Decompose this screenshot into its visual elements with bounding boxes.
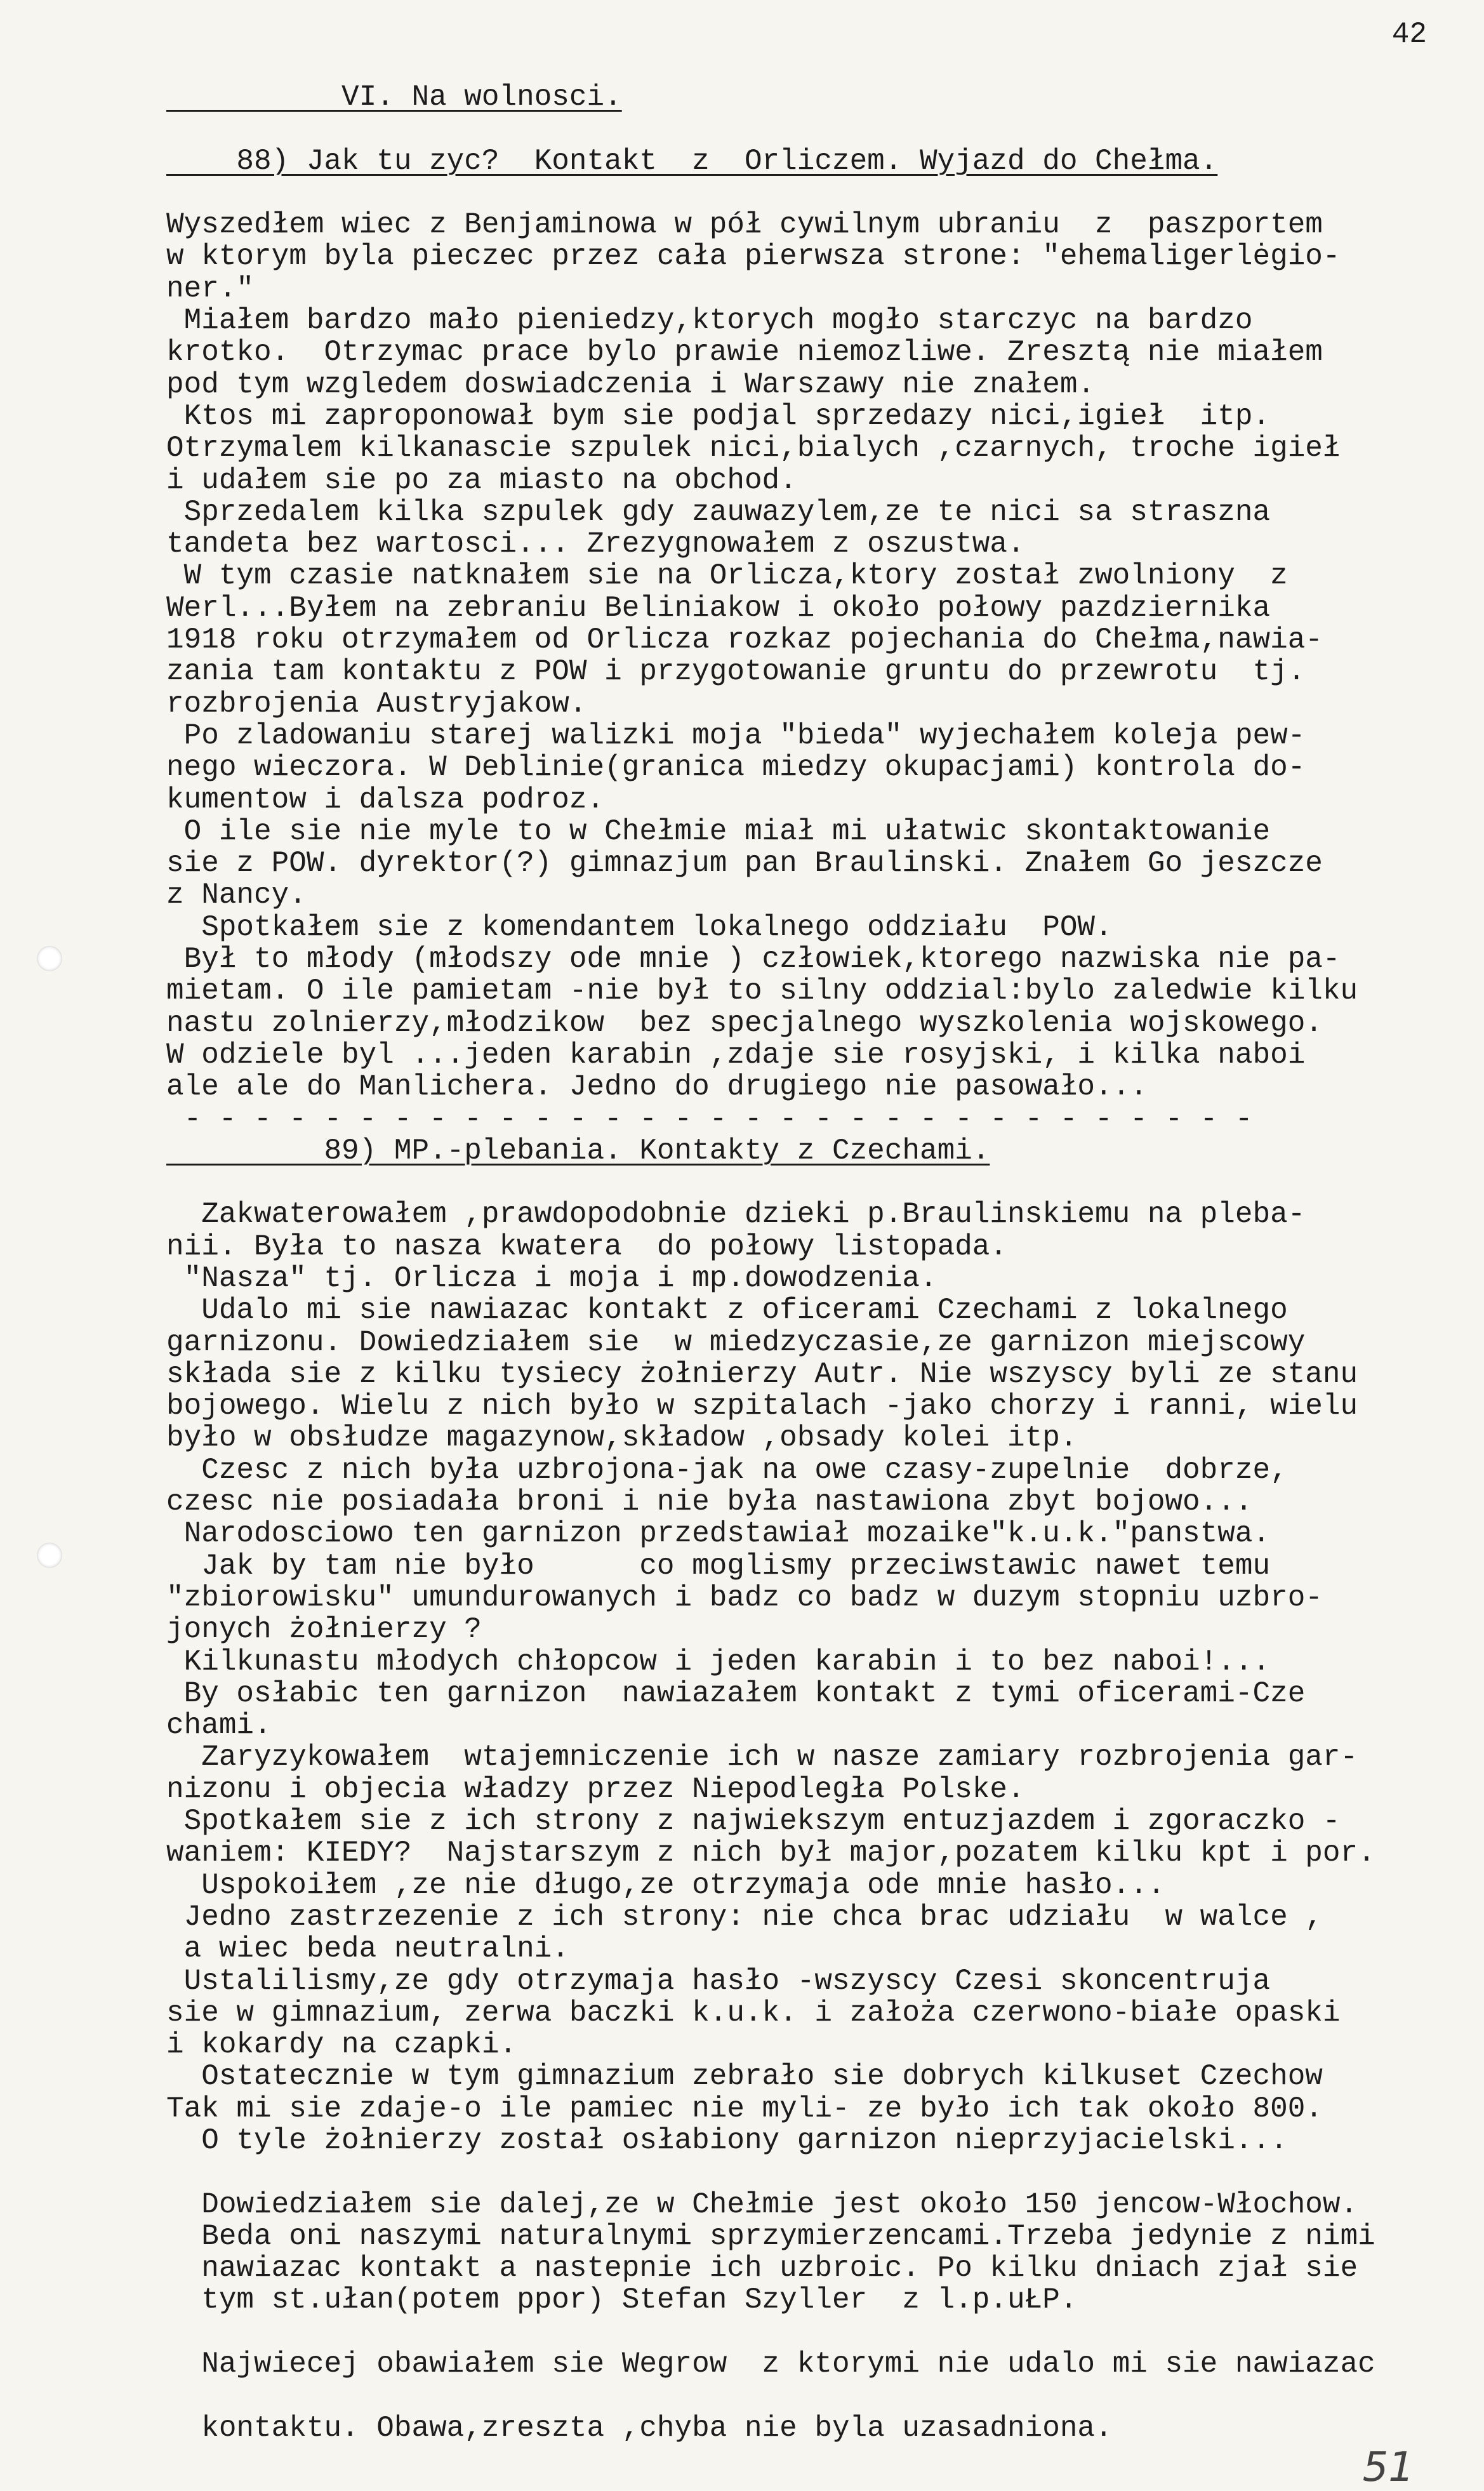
punch-hole: [37, 1543, 62, 1568]
text-line: Beda oni naszymi naturalnymi sprzymierzencami.Trzeba jedynie z nimi: [166, 2219, 1375, 2253]
text-line: ale ale do Manlichera. Jedno do drugiego nie pasowało...: [166, 1070, 1148, 1104]
text-line: Ktos mi zaproponował bym sie podjal sprzedazy nici,igieł itp.: [166, 399, 1271, 433]
text-line: Otrzymalem kilkanascie szpulek nici,bialych ,czarnych, troche igieł: [166, 432, 1341, 465]
text-line: [166, 2316, 1461, 2348]
text-line: [166, 1167, 1461, 1199]
text-line: Uspokoiłem ,ze nie długo,ze otrzymaja ode mnie hasło...: [166, 1868, 1165, 1902]
text-line: tym st.ułan(potem ppor) Stefan Szyller z l.p.uŁP.: [166, 2283, 1078, 2317]
text-line: Spotkałem sie z komendantem lokalnego oddziału POW.: [166, 910, 1113, 944]
text-line: [166, 81, 1461, 113]
typewritten-body: [166, 81, 1461, 2444]
heading-text: 89) MP.-plebania. Kontakty z Czechami.: [166, 1134, 990, 1167]
text-line: Kilkunastu młodych chłopcow i jeden karabin i to bez naboi!...: [166, 1645, 1271, 1678]
text-line: By osłabic ten garnizon nawiazałem kontakt z tymi oficerami-Cze: [166, 1677, 1306, 1710]
text-line: Najwiecej obawiałem sie Wegrow z ktorymi nie udalo mi sie nawiazac: [166, 2348, 1375, 2381]
text-line: chami.: [166, 1709, 272, 1743]
text-line: "zbiorowisku" umundurowanych i badz co badz w duzym stopniu uzbro-: [166, 1581, 1323, 1614]
text-line: sie z POW. dyrektor(?) gimnazjum pan Braulinski. Znałem Go jeszcze: [166, 847, 1323, 880]
text-line: bojowego. Wielu z nich było w szpitalach -jako chorzy i ranni, wielu: [166, 1390, 1358, 1423]
text-line: Werl...Byłem na zebraniu Beliniakow i około połowy pazdziernika: [166, 591, 1271, 625]
text-line: Wyszedłem wiec z Benjaminowa w pół cywilnym ubraniu z paszportem: [166, 208, 1323, 242]
text-line: Dowiedziałem sie dalej,ze w Chełmie jest około 150 jencow-Włochow.: [166, 2188, 1358, 2221]
text-line: 1918 roku otrzymałem od Orlicza rozkaz pojechania do Chełma,nawia-: [166, 623, 1323, 657]
text-line: Po zladowaniu starej walizki moja "bieda" wyjechałem koleja pew-: [166, 719, 1306, 752]
text-line: rozbrojenia Austryjakow.: [166, 687, 587, 721]
text-line: i kokardy na czapki.: [166, 2028, 517, 2062]
text-line: Zaryzykowałem wtajemniczenie ich w nasze zamiary rozbrojenia gar-: [166, 1741, 1358, 1774]
text-line: [166, 113, 1461, 145]
text-line: Spotkałem sie z ich strony z najwiekszym entuzjazdem i zgoraczko -: [166, 1805, 1341, 1838]
text-line: nastu zolnierzy,młodzikow bez specjalnego wyszkolenia wojskowego.: [166, 1006, 1323, 1040]
text-line: Jedno zastrzezenie z ich strony: nie chca brac udziału w walce ,: [166, 1900, 1323, 1934]
text-line: zania tam kontaktu z POW i przygotowanie gruntu do przewrotu tj.: [166, 655, 1306, 689]
text-line: nawiazac kontakt a nastepnie ich uzbroic. Po kilku dniach zjał sie: [166, 2252, 1358, 2285]
text-line: tandeta bez wartosci... Zrezygnowałem z oszustwa.: [166, 528, 1025, 561]
text-line: kontaktu. Obawa,zreszta ,chyba nie byla uzasadniona.: [166, 2411, 1113, 2445]
text-line: Ustalilismy,ze gdy otrzymaja hasło -wszyscy Czesi skoncentruja: [166, 1964, 1271, 1998]
text-line: z Nancy.: [166, 879, 307, 912]
text-line: O tyle żołnierzy został osłabiony garnizon nieprzyjacielski...: [166, 2124, 1288, 2157]
text-line: [166, 177, 1461, 209]
page-number: 42: [1391, 18, 1427, 51]
text-line: ner.": [166, 272, 255, 305]
text-line: W tym czasie natknałem sie na Orlicza,ktory został zwolniony z: [166, 559, 1288, 593]
text-line: nii. Była to nasza kwatera do połowy listopada.: [166, 1230, 1008, 1263]
text-line: Tak mi sie zdaje-o ile pamiec nie myli- ze było ich tak około 800.: [166, 2092, 1323, 2125]
text-line: Jak by tam nie było co moglismy przeciwstawic nawet temu: [166, 1549, 1271, 1583]
text-line: Ostatecznie w tym gimnazium zebrało sie dobrych kilkuset Czechow: [166, 2060, 1323, 2094]
heading-text: VI. Na wolnosci.: [166, 81, 622, 114]
text-line: krotko. Otrzymac prace bylo prawie niemozliwe. Zresztą nie miałem: [166, 336, 1323, 369]
text-line: Narodosciowo ten garnizon przedstawiał mozaike"k.u.k."panstwa.: [166, 1517, 1271, 1551]
text-line: kumentow i dalsza podroz.: [166, 783, 605, 816]
text-line: W odziele byl ...jeden karabin ,zdaje sie rosyjski, i kilka naboi: [166, 1038, 1306, 1072]
handwritten-page-number: 51: [1362, 2444, 1414, 2491]
text-line: nego wieczora. W Deblinie(granica miedzy okupacjami) kontrola do-: [166, 751, 1306, 785]
text-line: [166, 1135, 1461, 1167]
text-line: Sprzedalem kilka szpulek gdy zauwazylem,ze te nici sa straszna: [166, 495, 1271, 529]
text-line: [166, 2380, 1461, 2412]
text-line: sie w gimnazium, zerwa baczki k.u.k. i założa czerwono-białe opaski: [166, 1996, 1341, 2029]
text-line: - - - - - - - - - - - - - - - - - - - - - - - - - - - - - - -: [166, 1102, 1253, 1136]
text-line: a wiec beda neutralni.: [166, 1932, 569, 1966]
text-line: [166, 2156, 1461, 2188]
text-line: w ktorym byla pieczec przez cała pierwsza strone: "ehemaligerlėgio-: [166, 240, 1341, 274]
punch-hole: [37, 946, 62, 971]
text-line: Udalo mi sie nawiazac kontakt z oficerami Czechami z lokalnego: [166, 1294, 1288, 1327]
text-line: Zakwaterowałem ,prawdopodobnie dzieki p.Braulinskiemu na pleba-: [166, 1198, 1306, 1232]
text-line: czesc nie posiadała broni i nie była nastawiona zbyt bojowo...: [166, 1485, 1253, 1519]
text-line: jonych żołnierzy ?: [166, 1613, 482, 1647]
text-line: Był to młody (młodszy ode mnie ) człowiek,ktorego nazwiska nie pa-: [166, 943, 1341, 976]
text-line: składa sie z kilku tysiecy żołnierzy Autr. Nie wszyscy byli ze stanu: [166, 1357, 1358, 1391]
text-line: Czesc z nich była uzbrojona-jak na owe czasy-zupelnie dobrze,: [166, 1453, 1288, 1487]
heading-text: 88) Jak tu zyc? Kontakt z Orliczem. Wyjazd do Chełma.: [166, 144, 1218, 178]
text-line: Miałem bardzo mało pieniedzy,ktorych mogło starczyc na bardzo: [166, 304, 1253, 338]
text-line: mietam. O ile pamietam -nie był to silny oddzial:bylo zaledwie kilku: [166, 974, 1358, 1008]
text-line: było w obsłudze magazynow,składow ,obsady kolei itp.: [166, 1421, 1078, 1455]
text-line: "Nasza" tj. Orlicza i moja i mp.dowodzenia.: [166, 1261, 937, 1295]
text-line: waniem: KIEDY? Najstarszym z nich był major,pozatem kilku kpt i por.: [166, 1837, 1375, 1870]
text-line: i udałem sie po za miasto na obchod.: [166, 463, 797, 497]
text-line: pod tym wzgledem doswiadczenia i Warszawy nie znałem.: [166, 368, 1096, 401]
text-line: nizonu i objecia władzy przez Niepodległa Polske.: [166, 1772, 1025, 1806]
text-line: [166, 145, 1461, 177]
text-line: O ile sie nie myle to w Chełmie miał mi ułatwic skontaktowanie: [166, 814, 1271, 848]
text-line: garnizonu. Dowiedziałem sie w miedzyczasie,ze garnizon miejscowy: [166, 1325, 1306, 1359]
